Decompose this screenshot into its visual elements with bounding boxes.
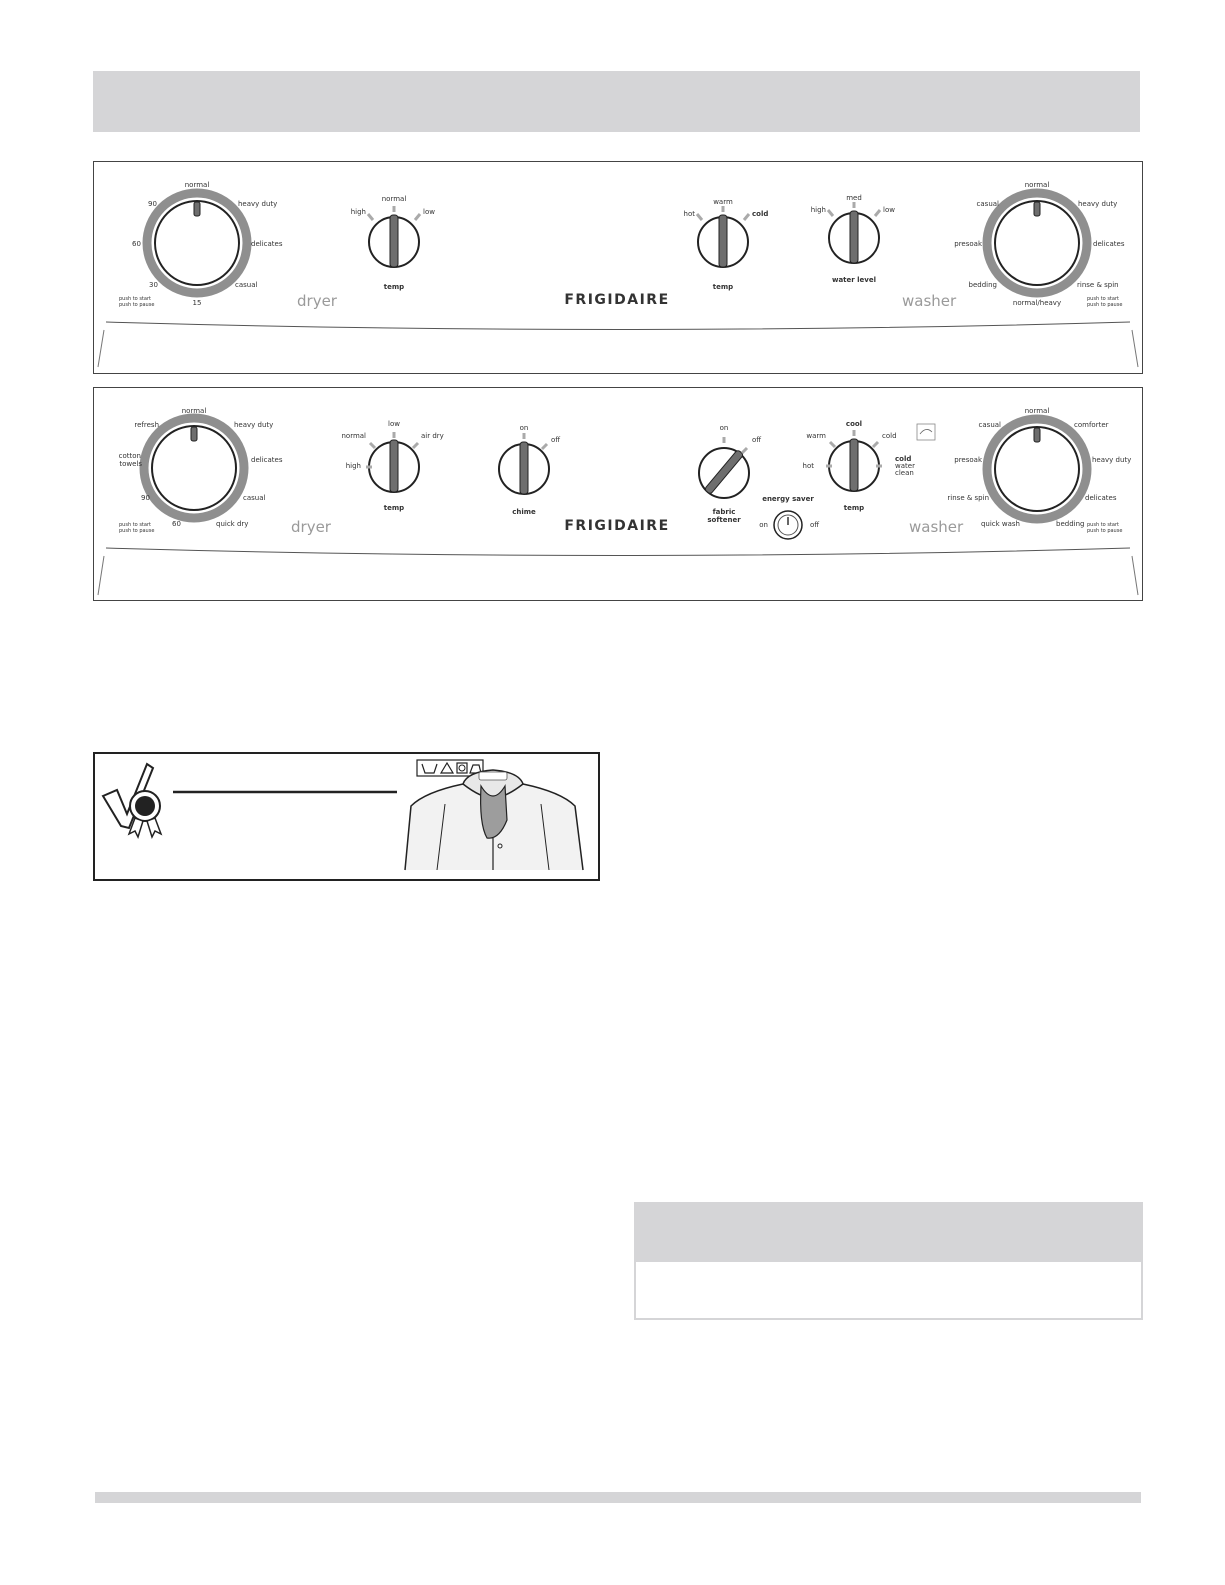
knob-label: high — [810, 206, 826, 214]
knob-label: on — [719, 424, 729, 432]
push-note: push to start — [1087, 296, 1119, 302]
dial-label: 30 — [149, 281, 158, 289]
tip-illustration — [95, 754, 598, 879]
knob-label: hot — [683, 210, 695, 218]
knob-label: clean — [895, 469, 914, 477]
control-panel-2 — [93, 387, 1143, 601]
push-note: push to start — [1087, 522, 1119, 528]
energy-star-mark — [917, 424, 935, 440]
water-level-knob — [828, 202, 880, 263]
dial-label: heavy duty — [234, 421, 274, 429]
knob-label: low — [883, 206, 895, 214]
header-band — [93, 71, 1140, 132]
knob-label: on — [519, 424, 529, 432]
dial-label: delicates — [1085, 494, 1117, 502]
knob-caption: temp — [383, 283, 405, 291]
dial-label: casual — [978, 421, 1001, 429]
dial-label: heavy duty — [238, 200, 278, 208]
dial-label: 90 — [148, 200, 157, 208]
dryer-label: dryer — [291, 518, 331, 536]
note-box — [634, 1202, 1143, 1320]
knob-label: cold — [752, 210, 769, 218]
dial-label: normal — [1024, 181, 1050, 189]
knob-caption: temp — [712, 283, 734, 291]
dial-label: rinse & spin — [947, 494, 989, 502]
knob-label: water — [895, 462, 915, 470]
footer-band — [95, 1492, 1141, 1503]
dial-label: towels — [119, 460, 142, 468]
dial-label: presoak — [954, 456, 982, 464]
push-note: push to pause — [1087, 528, 1123, 534]
knob-caption: water level — [831, 276, 877, 284]
dial-label: rinse & spin — [1077, 281, 1119, 289]
knob-label: med — [846, 194, 862, 202]
dial-label: bedding — [968, 281, 997, 289]
knob-label: hot — [802, 462, 814, 470]
dial-label: delicates — [251, 240, 283, 248]
knob-label: low — [423, 208, 435, 216]
knob-label: high — [345, 462, 361, 470]
dial-label: 60 — [132, 240, 141, 248]
knob-label: air dry — [421, 432, 444, 440]
dryer-temp-knob-1 — [368, 206, 420, 267]
knob-label: cold — [882, 432, 897, 440]
dial-label: heavy duty — [1092, 456, 1132, 464]
dial-label: delicates — [251, 456, 283, 464]
knob-caption: chime — [512, 508, 536, 516]
dial-label: 60 — [172, 520, 181, 528]
shirt-icon — [405, 770, 583, 870]
knob-caption: temp — [383, 504, 405, 512]
push-note: push to pause — [1087, 302, 1123, 308]
dial-label: bedding — [1056, 520, 1085, 528]
dial-label: presoak — [954, 240, 982, 248]
dial-label: quick wash — [980, 520, 1020, 528]
note-box-header — [636, 1204, 1141, 1262]
push-note: push to pause — [119, 302, 155, 308]
dial-label: casual — [235, 281, 258, 289]
knob-label: off — [752, 436, 762, 444]
dial-label: heavy duty — [1078, 200, 1118, 208]
brand-logo: FRIGIDAIRE — [564, 518, 670, 534]
energy-saver-on: on — [759, 521, 768, 529]
control-panel-1 — [93, 161, 1143, 374]
dial-label: quick dry — [216, 520, 249, 528]
dial-label: normal — [1024, 407, 1050, 415]
push-note: push to start — [119, 296, 151, 302]
dial-label: normal/heavy — [1012, 299, 1062, 307]
knob-label: warm — [806, 432, 826, 440]
dial-label: 90 — [141, 494, 150, 502]
knob-label: warm — [713, 198, 733, 206]
dial-label: refresh — [134, 421, 159, 429]
panel-1-graphics — [94, 162, 1142, 373]
knob-label: off — [551, 436, 561, 444]
dial-label: delicates — [1093, 240, 1125, 248]
knob-label: cool — [845, 420, 863, 428]
knob-label: cold — [895, 455, 912, 463]
washer-label: washer — [909, 518, 964, 536]
dial-label: comforter — [1074, 421, 1109, 429]
dial-label: normal — [181, 407, 207, 415]
washer-label: washer — [902, 292, 957, 310]
dial-label: casual — [243, 494, 266, 502]
tip-box — [93, 752, 600, 881]
dial-label: cotton — [118, 452, 141, 460]
energy-saver-off: off — [810, 521, 820, 529]
knob-label: normal — [341, 432, 366, 440]
knob-caption: temp — [843, 504, 865, 512]
dryer-label: dryer — [297, 292, 337, 310]
brand-logo: FRIGIDAIRE — [564, 292, 670, 308]
dial-label: 15 — [192, 299, 202, 307]
knob-label: normal — [381, 195, 407, 203]
knob-caption: softener — [707, 516, 741, 524]
knob-caption: fabric — [712, 508, 736, 516]
dial-label: casual — [976, 200, 999, 208]
dial-label: normal — [184, 181, 210, 189]
washer-temp-knob-1 — [697, 206, 749, 267]
knob-label: low — [388, 420, 400, 428]
push-note: push to start — [119, 522, 151, 528]
knob-label: high — [350, 208, 366, 216]
energy-saver-title: energy saver — [762, 495, 814, 503]
push-note: push to pause — [119, 528, 155, 534]
